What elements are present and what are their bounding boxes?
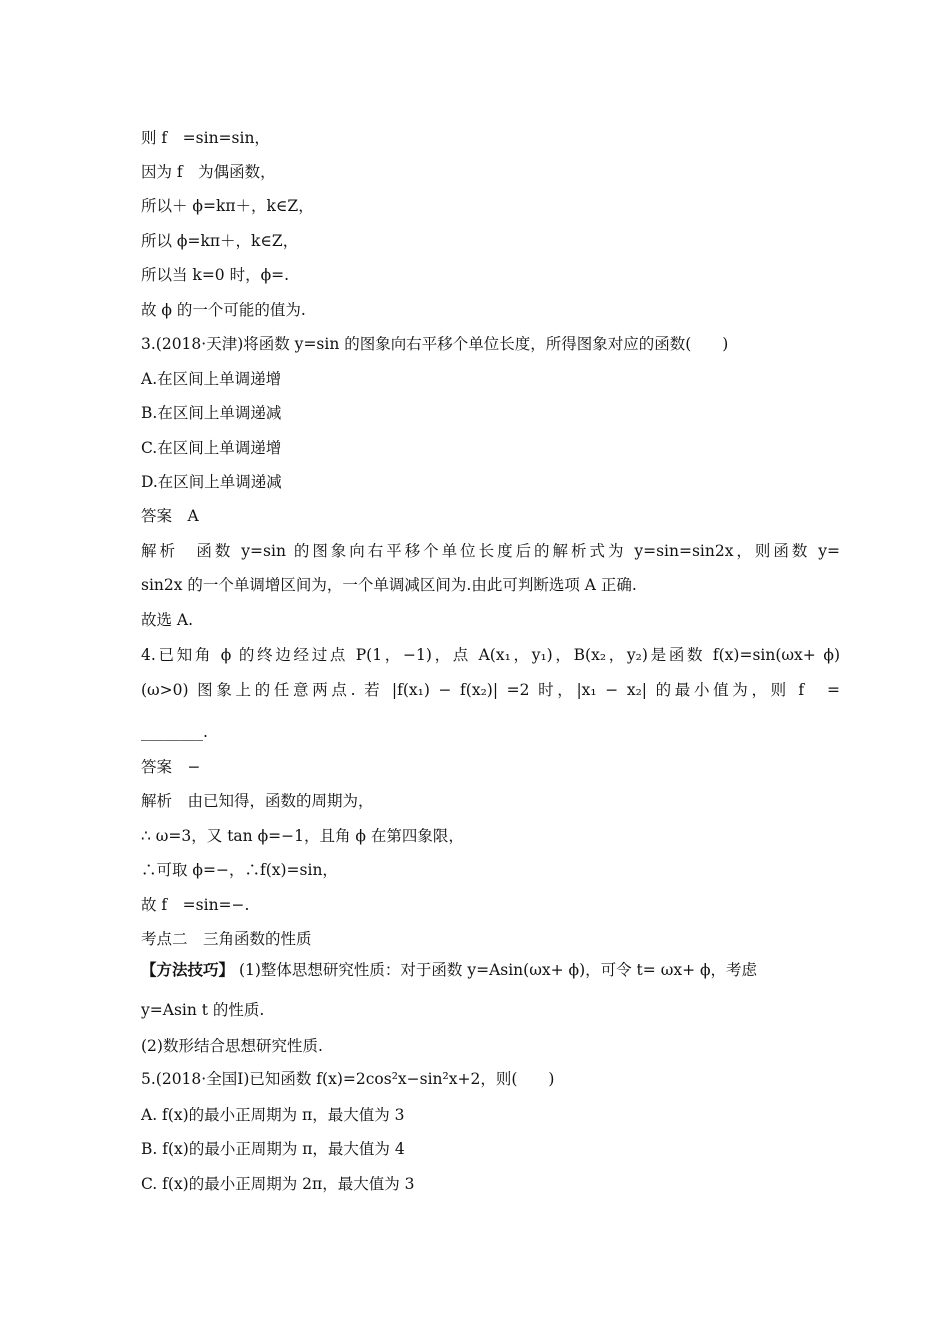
text-line: 所以当 k=0 时，ϕ=. [141,266,290,284]
question-3-stem: 3.(2018·天津)将函数 y=sin 的图象向右平移个单位长度，所得图象对应的函数( ) [141,335,729,353]
analysis-line: sin2x 的一个单调增区间为，一个单调减区间为.由此可判断选项 A 正确. [141,576,637,594]
conclusion-line: 故选 A. [141,611,194,629]
option-a: A.在区间上单调递增 [141,370,282,388]
text-line: 则 f =sin=sin， [141,129,270,147]
option-b: B. f(x)的最小正周期为 π，最大值为 4 [141,1140,405,1158]
answer-line: 答案 − [141,758,201,776]
text-line: 故 ϕ 的一个可能的值为. [141,301,306,319]
text-line: 因为 f 为偶函数， [141,163,276,181]
answer-line: 答案 A [141,507,199,525]
analysis-line: 故 f =sin=−. [141,896,250,914]
method-tip-text: (1)整体思想研究性质：对于函数 y=Asin(ωx+ ϕ)，可令 t= ωx+ ϕ，考虑 [238,961,758,979]
method-tip-line: (2)数形结合思想研究性质. [141,1037,323,1055]
analysis-line: 解析 由已知得，函数的周期为， [141,792,374,810]
analysis-line: 解析 函数 y=sin 的图象向右平移个单位长度后的解析式为 y=sin=sin2x，则函数 y= [141,542,840,560]
text-line: 所以＋ ϕ=kπ＋，k∈Z， [141,197,314,215]
option-b: B.在区间上单调递减 [141,404,282,422]
option-a: A. f(x)的最小正周期为 π，最大值为 3 [141,1106,405,1124]
method-tip-line [141,959,840,981]
question-5-stem: 5.(2018·全国Ⅰ)已知函数 f(x)=2cos²x−sin²x+2，则( ) [141,1070,555,1088]
answer-blank: ________. [141,723,208,741]
analysis-line: ∴可取 ϕ=−，∴f(x)=sin， [141,861,338,879]
option-c: C. f(x)的最小正周期为 2π，最大值为 3 [141,1175,415,1193]
text-line: 所以 ϕ=kπ＋，k∈Z， [141,232,299,250]
question-4-stem: (ω>0) 图象上的任意两点. 若 |f(x₁) − f(x₂)| =2 时，|x₁ − x₂| 的最小值为，则 f = [141,681,840,699]
option-c: C.在区间上单调递增 [141,439,282,457]
method-tip-line: y=Asin t 的性质. [141,1001,265,1019]
option-d: D.在区间上单调递减 [141,473,282,491]
question-4-stem: 4.已知角 ϕ 的终边经过点 P(1，−1)，点 A(x₁，y₁)，B(x₂，y₂)是函数 f(x)=sin(ωx+ ϕ) [141,646,840,664]
analysis-line: ∴ ω=3，又 tan ϕ=−1，且角 ϕ 在第四象限， [141,827,464,845]
section-heading: 考点二 三角函数的性质 [141,930,312,948]
method-tip-label: 【方法技巧】 [141,960,235,979]
